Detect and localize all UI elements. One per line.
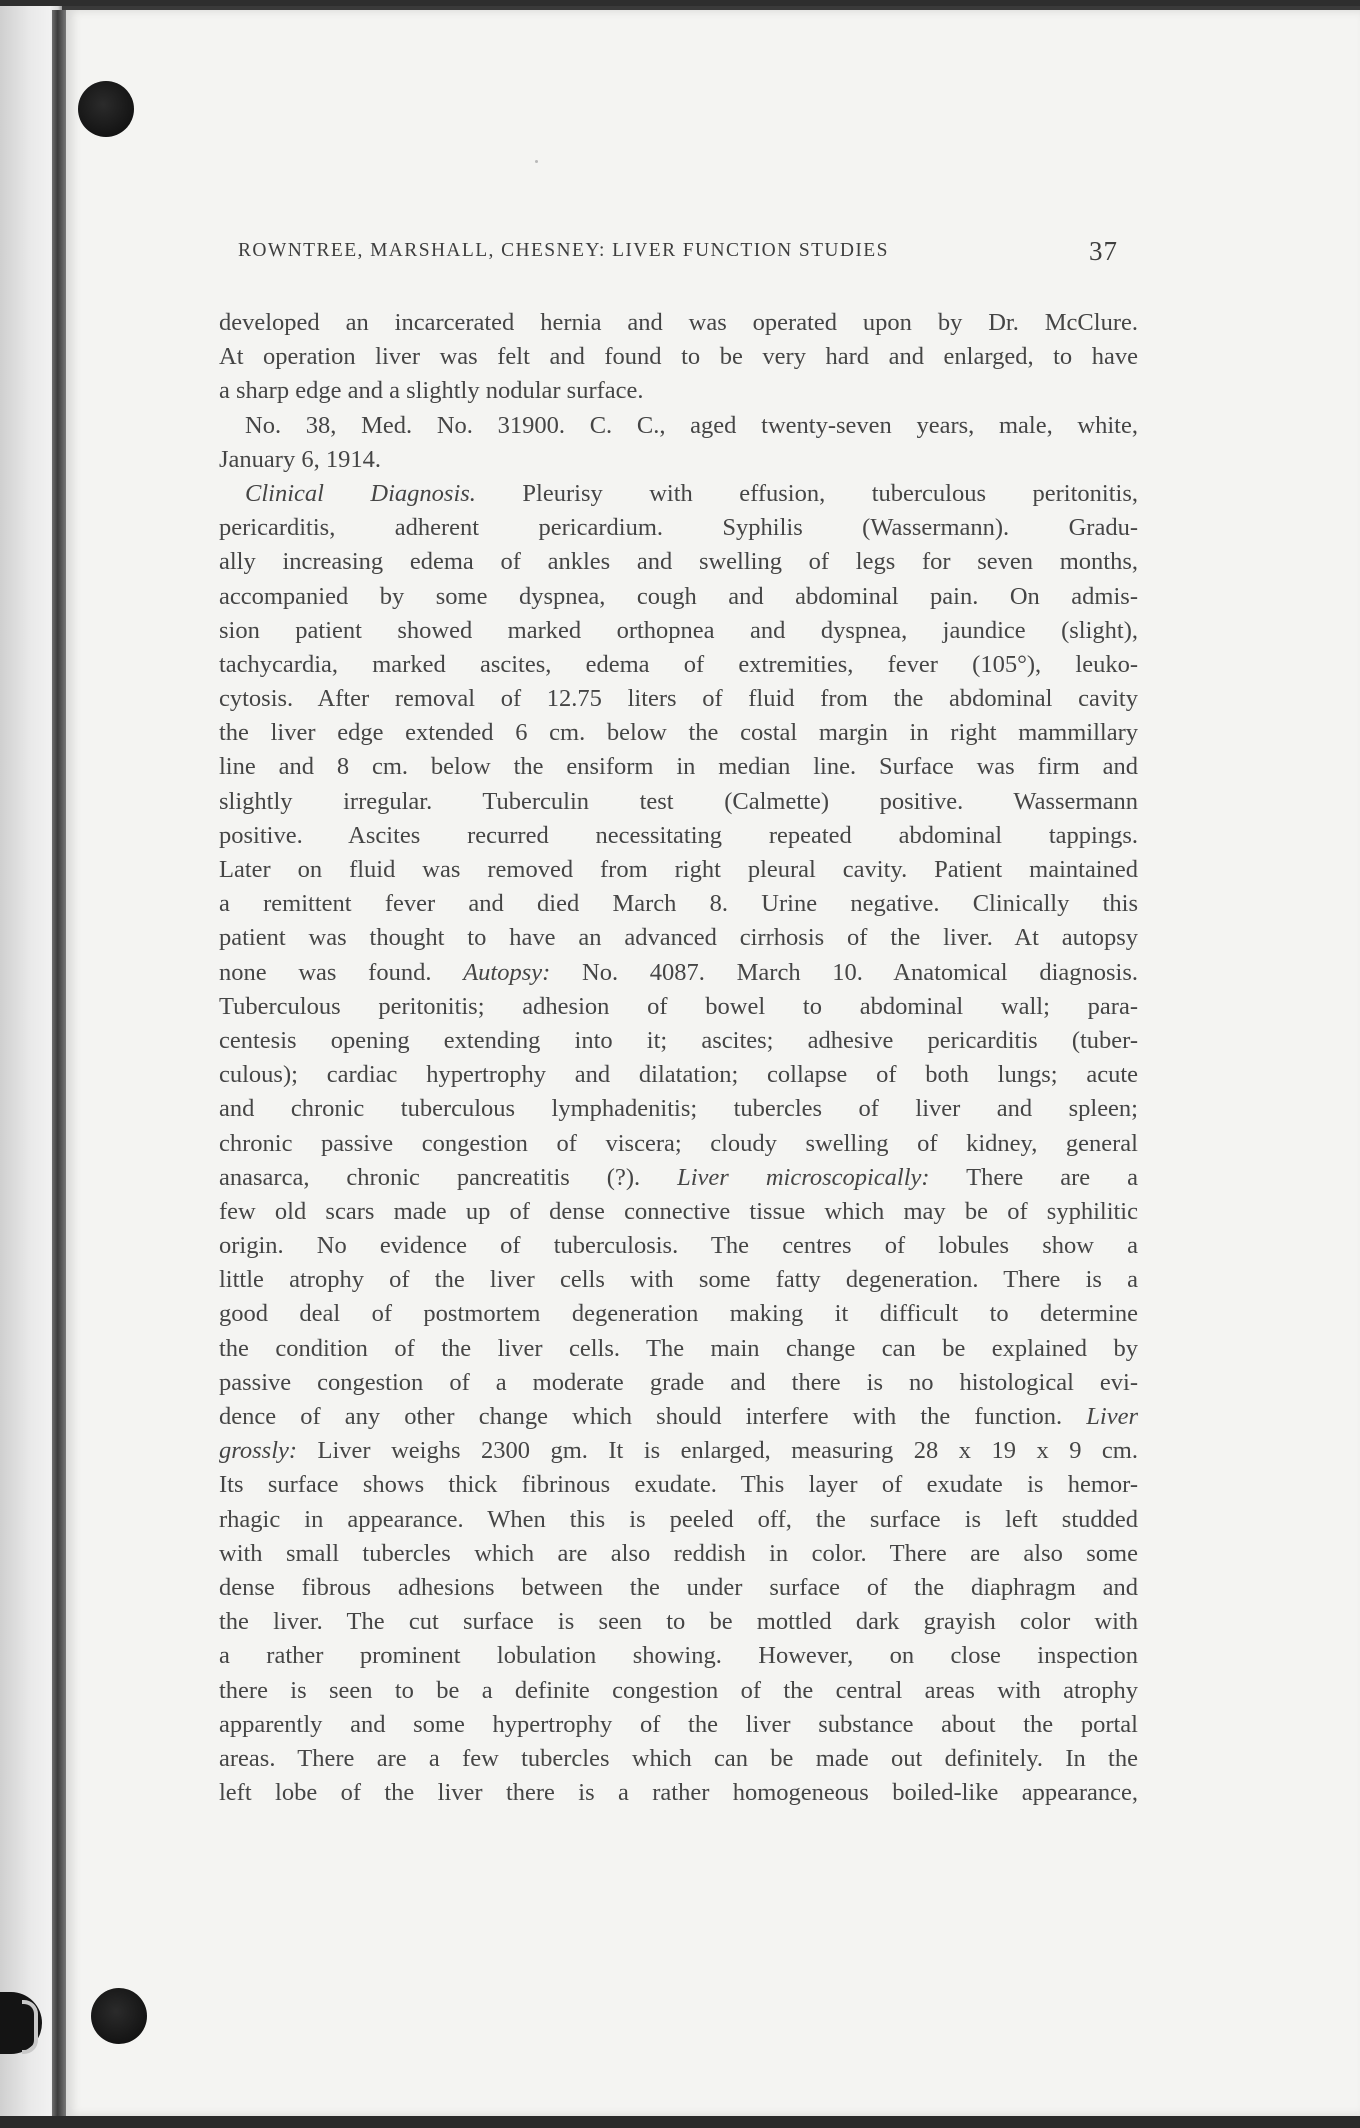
text-line: [219, 956, 1138, 990]
text-line: sion patient showed marked orthopnea and dyspnea, jaundice (slight),: [219, 616, 1138, 644]
text-line: few old scars made up of dense connective tissue which may be of syphilitic: [219, 1197, 1138, 1225]
text-line: slightly irregular. Tuberculin test (Calmette) positive. Wassermann: [219, 787, 1138, 815]
text-line: with small tubercles which are also reddish in color. There are also some: [219, 1539, 1138, 1567]
text-line: a rather prominent lobulation showing. However, on close inspection: [219, 1642, 1138, 1670]
run-in-heading: grossly:: [219, 1437, 298, 1465]
text-line: At operation liver was felt and found to be very hard and enlarged, to have: [219, 343, 1138, 371]
text-segment: dence of any other change which should interfere with the function.: [219, 1403, 1087, 1430]
text-line: little atrophy of the liver cells with some fatty degeneration. There is a: [219, 1266, 1138, 1294]
text-line: Tuberculous peritonitis; adhesion of bowel to abdominal wall; para-: [219, 992, 1138, 1020]
text-line: apparently and some hypertrophy of the liver substance about the portal: [219, 1710, 1138, 1738]
text-line: passive congestion of a moderate grade and there is no histological evi-: [219, 1368, 1138, 1396]
run-in-heading: Autopsy:: [463, 958, 551, 986]
text-line: No. 38, Med. No. 31900. C. C., aged twenty-seven years, male, white,: [245, 411, 1138, 439]
text-segment: anasarca, chronic pancreatitis (?).: [219, 1163, 678, 1191]
body-text: [219, 306, 1138, 1810]
text-line: patient was thought to have an advanced cirrhosis of the liver. At autopsy: [219, 924, 1138, 952]
text-line: tachycardia, marked ascites, edema of extremities, fever (105°), leuko-: [219, 650, 1138, 678]
text-line: rhagic in appearance. When this is peeled off, the surface is left studded: [219, 1505, 1138, 1533]
text-line: Its surface shows thick fibrinous exudate. This layer of exudate is hemor-: [219, 1471, 1138, 1499]
text-line: ally increasing edema of ankles and swelling of legs for seven months,: [219, 548, 1138, 576]
scan-top-edge: [0, 0, 1360, 6]
scan-bottom-edge: [0, 2116, 1360, 2128]
text-line: chronic passive congestion of viscera; cloudy swelling of kidney, general: [219, 1129, 1138, 1157]
punch-hole-bottom: [91, 1988, 147, 2044]
text-line: and chronic tuberculous lymphadenitis; tubercles of liver and spleen;: [219, 1095, 1138, 1123]
binding-shadow: [52, 10, 66, 2122]
running-title: ROWNTREE, MARSHALL, CHESNEY: LIVER FUNCTION STUDIES: [238, 240, 889, 261]
page-number: 37: [1089, 236, 1118, 266]
text-segment: none was found.: [219, 958, 464, 986]
text-line: areas. There are a few tubercles which can be made out definitely. In the: [219, 1744, 1138, 1772]
text-segment: Pleurisy with effusion, tuberculous peritonitis,: [475, 479, 1138, 507]
text-segment: Liver weighs 2300 gm. It is enlarged, measuring 28 x 19 x 9 cm.: [297, 1437, 1138, 1465]
text-line: [219, 1400, 1138, 1434]
text-line: [219, 1161, 1138, 1195]
paper-speck: [535, 160, 538, 163]
text-line: positive. Ascites recurred necessitating repeated abdominal tappings.: [219, 821, 1138, 849]
run-in-heading: Liver microscopically:: [677, 1163, 930, 1191]
text-line: origin. No evidence of tuberculosis. The centres of lobules show a: [219, 1232, 1138, 1260]
text-line: a sharp edge and a slightly nodular surface.: [219, 377, 644, 405]
text-line: there is seen to be a definite congestion of the central areas with atrophy: [219, 1676, 1138, 1704]
text-line: a remittent fever and died March 8. Urine negative. Clinically this: [219, 890, 1138, 918]
text-line: cytosis. After removal of 12.75 liters of fluid from the abdominal cavity: [219, 685, 1138, 713]
text-segment: There are a: [929, 1163, 1139, 1191]
text-line: Later on fluid was removed from right pleural cavity. Patient maintained: [219, 856, 1138, 883]
text-line: [219, 1434, 1138, 1468]
running-header: [238, 236, 1118, 266]
run-in-heading: Liver: [1086, 1403, 1138, 1430]
text-line: the condition of the liver cells. The main change can be explained by: [219, 1334, 1138, 1362]
text-line: culous); cardiac hypertrophy and dilatation; collapse of both lungs; acute: [219, 1061, 1138, 1089]
text-line: centesis opening extending into it; ascites; adhesive pericarditis (tuber-: [219, 1026, 1138, 1054]
text-segment: No. 4087. March 10. Anatomical diagnosis.: [550, 958, 1138, 986]
run-in-heading: Clinical Diagnosis.: [245, 479, 476, 507]
text-line: accompanied by some dyspnea, cough and abdominal pain. On admis-: [219, 582, 1138, 610]
text-line: left lobe of the liver there is a rather homogeneous boiled-like appearance,: [219, 1779, 1138, 1807]
text-line: line and 8 cm. below the ensiform in median line. Surface was firm and: [219, 753, 1138, 781]
text-line: the liver edge extended 6 cm. below the costal margin in right mammillary: [219, 719, 1138, 747]
text-line: developed an incarcerated hernia and was operated upon by Dr. McClure.: [219, 309, 1138, 336]
text-line: good deal of postmortem degeneration making it difficult to determine: [219, 1300, 1138, 1328]
text-line: pericarditis, adherent pericardium. Syphilis (Wassermann). Gradu-: [219, 514, 1138, 542]
punch-hole-top: [78, 81, 134, 137]
text-line: dense fibrous adhesions between the under surface of the diaphragm and: [219, 1573, 1138, 1601]
text-line: the liver. The cut surface is seen to be mottled dark grayish color with: [219, 1608, 1138, 1636]
text-line: [219, 477, 1138, 511]
text-line: January 6, 1914.: [219, 445, 381, 473]
